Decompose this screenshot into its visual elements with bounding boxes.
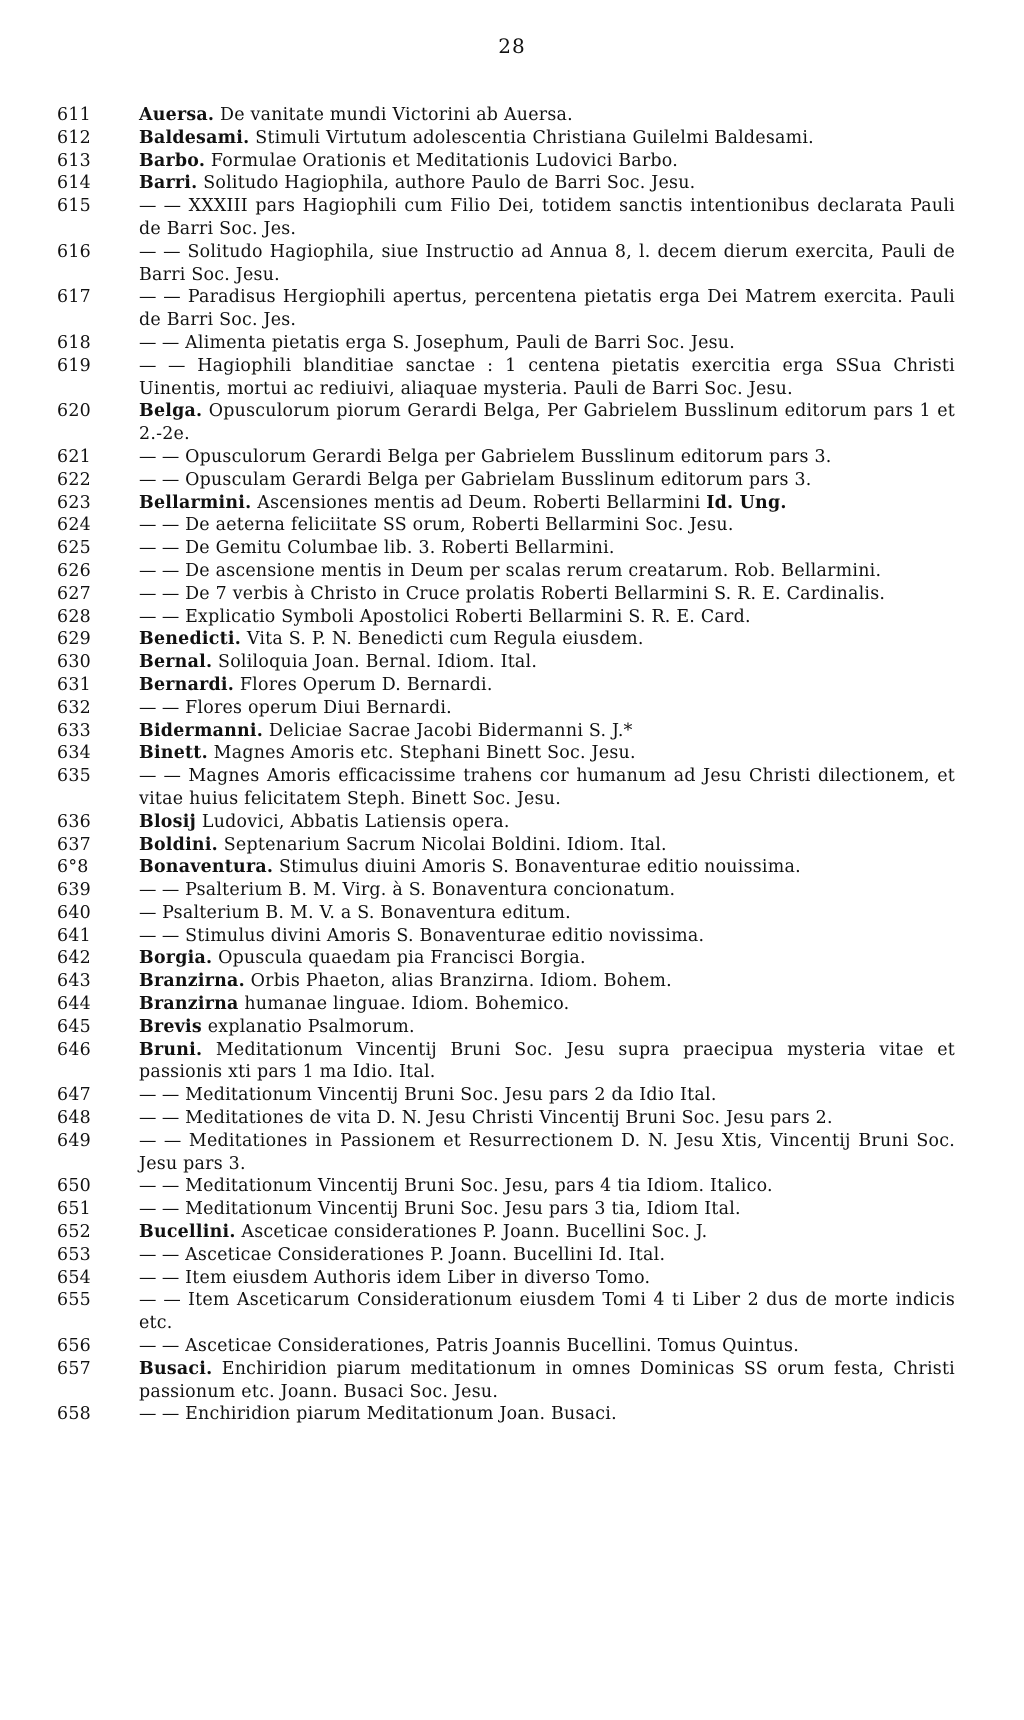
- entry-number: 619: [57, 355, 91, 376]
- catalog-entry: [57, 765, 955, 811]
- ditto-dash: — —: [139, 925, 180, 946]
- entry-author: Bruni.: [139, 1039, 203, 1060]
- entry-number: 635: [57, 766, 91, 787]
- entry-number: 641: [57, 925, 91, 946]
- entry-author: Baldesami.: [139, 127, 250, 148]
- ditto-dash: — —: [139, 606, 180, 627]
- entry-author: Bernal.: [139, 652, 213, 673]
- catalog-entry: [57, 674, 955, 697]
- ditto-dash: — —: [139, 469, 180, 490]
- catalog-entry: [57, 469, 955, 492]
- entry-title: Asceticae considerationes P. Joann. Bucellini Soc. J.: [241, 1222, 708, 1243]
- catalog-entry: [57, 127, 955, 150]
- entry-number: 626: [57, 560, 91, 581]
- entry-number: 654: [57, 1267, 91, 1288]
- entry-author: Boldini.: [139, 834, 218, 855]
- ditto-dash: — —: [139, 1267, 180, 1288]
- catalog-entry: [57, 1244, 955, 1267]
- ditto-dash: — —: [139, 446, 180, 467]
- catalog-entry: [57, 1084, 955, 1107]
- entry-author: Bidermanni.: [139, 720, 264, 741]
- ditto-dash: — —: [139, 1085, 180, 1106]
- entry-number: 614: [57, 173, 91, 194]
- entry-author: Busaci.: [139, 1358, 213, 1379]
- catalog-entry: [57, 514, 955, 537]
- catalog-entry: [57, 834, 955, 857]
- entry-title: Magnes Amoris efficacissime trahens cor humanum ad Jesu Christi dilectionem, et vitae huius felicitatem Steph. Binett Soc. Jesu.: [139, 766, 955, 809]
- ditto-dash: — —: [139, 560, 180, 581]
- catalog-entries: [0, 104, 1024, 1426]
- ditto-dash: — —: [139, 1336, 180, 1357]
- entry-number: 615: [57, 196, 91, 217]
- ditto-dash: — —: [139, 1244, 180, 1265]
- entry-number: 656: [57, 1336, 91, 1357]
- entry-title: Stimuli Virtutum adolescentia Christiana Guilelmi Baldesami.: [255, 127, 814, 148]
- entry-title: Stimulus divini Amoris S. Bonaventurae editio novissima.: [185, 925, 705, 946]
- entry-number: 622: [57, 469, 91, 490]
- entry-number: 625: [57, 538, 91, 559]
- catalog-entry: [57, 856, 955, 879]
- entry-title: Deliciae Sacrae Jacobi Bidermanni S. J.*: [268, 720, 633, 741]
- entry-title: Ascensiones mentis ad Deum. Roberti Bellarmini: [257, 492, 701, 513]
- entry-number: 649: [57, 1130, 91, 1151]
- entry-author: Auersa.: [139, 105, 215, 125]
- entry-title: Opusculorum piorum Gerardi Belga, Per Gabrielem Busslinum editorum pars 1 et 2.-2e.: [139, 401, 956, 445]
- entry-number: 651: [57, 1199, 91, 1220]
- entry-number: 611: [57, 105, 91, 125]
- entry-number: 646: [57, 1039, 91, 1060]
- entry-title: Stimulus diuini Amoris S. Bonaventurae editio nouissima.: [278, 857, 801, 878]
- catalog-entry: [57, 332, 955, 355]
- entry-number: 628: [57, 606, 91, 627]
- entry-title: Hagiophili blanditiae sanctae : 1 centena pietatis exercitia erga SSua Christi Uinentis, mortui ac rediuivi, aliaquae mysteria. Pauli de Barri Soc. Jesu.: [139, 355, 955, 399]
- ditto-dash: —: [139, 902, 157, 923]
- entry-author: Branzirna: [139, 994, 239, 1015]
- entry-number: 655: [57, 1290, 91, 1311]
- entry-author: Belga.: [139, 401, 203, 422]
- entry-number: 636: [57, 811, 91, 832]
- entry-number: 645: [57, 1016, 91, 1037]
- entry-number: 648: [57, 1108, 91, 1129]
- entry-title: Formulae Orationis et Meditationis Ludovici Barbo.: [210, 150, 678, 171]
- entry-language-note: Id. Ung.: [706, 492, 787, 513]
- catalog-entry: [57, 947, 955, 970]
- entry-title: Soliloquia Joan. Bernal. Idiom. Ital.: [218, 652, 538, 673]
- entry-title: Enchiridion piarum meditationum in omnes Dominicas SS orum festa, Christi passionum etc. Joann. Busaci Soc. Jesu.: [139, 1358, 955, 1402]
- entry-title: Solitudo Hagiophila, siue Instructio ad Annua 8, l. decem dierum exercita, Pauli de Barri Soc. Jesu.: [139, 241, 955, 285]
- entry-number: 620: [57, 401, 91, 422]
- ditto-dash: — —: [139, 1130, 182, 1151]
- catalog-entry: [57, 1016, 955, 1039]
- entry-number: 637: [57, 834, 91, 855]
- entry-number: 6°8: [57, 857, 89, 878]
- entry-title: Psalterium B. M. Virg. à S. Bonaventura concionatum.: [185, 880, 676, 901]
- catalog-entry: [57, 150, 955, 173]
- entry-title: Septenarium Sacrum Nicolai Boldini. Idiom. Ital.: [223, 834, 667, 855]
- entry-title: Asceticae Considerationes, Patris Joannis Bucellini. Tomus Quintus.: [185, 1336, 799, 1357]
- ditto-dash: — —: [139, 583, 180, 604]
- entry-title: humanae linguae. Idiom. Bohemico.: [244, 994, 570, 1015]
- entry-number: 617: [57, 287, 91, 308]
- entry-author: Bernardi.: [139, 674, 235, 695]
- entry-number: 627: [57, 583, 91, 604]
- catalog-entry: [57, 1267, 955, 1290]
- catalog-entry: [57, 1175, 955, 1198]
- entry-title: Psalterium B. M. V. a S. Bonaventura editum.: [162, 902, 571, 923]
- entry-title: Flores Operum D. Bernardi.: [239, 674, 493, 695]
- catalog-entry: [57, 355, 955, 401]
- catalog-entry: [57, 1130, 955, 1176]
- ditto-dash: — —: [139, 1176, 180, 1197]
- entry-title: De Gemitu Columbae lib. 3. Roberti Bellarmini.: [185, 538, 615, 559]
- catalog-entry: [57, 1358, 955, 1404]
- catalog-entry: [57, 560, 955, 583]
- catalog-entry: [57, 446, 955, 469]
- ditto-dash: — —: [139, 538, 180, 559]
- entry-title: Opusculam Gerardi Belga per Gabrielam Busslinum editorum pars 3.: [185, 469, 812, 490]
- entry-title: Orbis Phaeton, alias Branzirna. Idiom. Bohem.: [250, 971, 672, 992]
- entry-number: 653: [57, 1244, 91, 1265]
- catalog-entry: [57, 1107, 955, 1130]
- ditto-dash: — —: [139, 332, 180, 353]
- entry-title: Meditationes de vita D. N. Jesu Christi Vincentij Bruni Soc. Jesu pars 2.: [185, 1108, 833, 1129]
- ditto-dash: — —: [139, 880, 180, 901]
- entry-author: Branzirna.: [139, 971, 245, 992]
- catalog-entry: [57, 697, 955, 720]
- entry-number: 650: [57, 1176, 91, 1197]
- ditto-dash: — —: [139, 196, 182, 217]
- entry-title: Paradisus Hergiophili apertus, percentena pietatis erga Dei Matrem exercita. Pauli de Barri Soc. Jes.: [139, 287, 955, 331]
- catalog-entry: [57, 902, 955, 925]
- ditto-dash: — —: [139, 1290, 181, 1311]
- entry-number: 612: [57, 127, 91, 148]
- catalog-entry: [57, 1289, 956, 1335]
- ditto-dash: — —: [139, 241, 181, 262]
- entry-number: 631: [57, 674, 91, 695]
- entry-title: De ascensione mentis in Deum per scalas rerum creatarum. Rob. Bellarmini.: [185, 560, 882, 581]
- entry-title: Asceticae Considerationes P. Joann. Bucellini Id. Ital.: [185, 1244, 666, 1265]
- entry-author: Borgia.: [139, 948, 213, 969]
- ditto-dash: — —: [139, 1108, 180, 1129]
- entry-number: 658: [57, 1404, 91, 1425]
- entry-number: 633: [57, 720, 91, 741]
- entry-title: De 7 verbis à Christo in Cruce prolatis Roberti Bellarmini S. R. E. Cardinalis.: [185, 583, 886, 604]
- catalog-entry: [57, 651, 955, 674]
- entry-title: Vita S. P. N. Benedicti cum Regula eiusdem.: [246, 629, 644, 650]
- ditto-dash: — —: [139, 355, 186, 376]
- entry-title: Solitudo Hagiophila, authore Paulo de Barri Soc. Jesu.: [203, 173, 696, 194]
- entry-author: Bellarmini.: [139, 492, 252, 513]
- catalog-entry: [57, 1335, 955, 1358]
- entry-title: Item eiusdem Authoris idem Liber in diverso Tomo.: [185, 1267, 651, 1288]
- entry-number: 632: [57, 697, 91, 718]
- entry-number: 644: [57, 994, 91, 1015]
- catalog-entry: [57, 1198, 955, 1221]
- entry-author: Benedicti.: [139, 629, 242, 650]
- entry-title: Meditationes in Passionem et Resurrectionem D. N. Jesu Xtis, Vincentij Bruni Soc. Jesu pars 3.: [139, 1130, 955, 1174]
- catalog-entry: [57, 970, 955, 993]
- entry-number: 613: [57, 150, 91, 171]
- catalog-entry: [57, 492, 955, 515]
- catalog-entry: [57, 879, 955, 902]
- entry-author: Brevis: [139, 1016, 202, 1037]
- entry-title: De vanitate mundi Victorini ab Auersa.: [220, 105, 573, 125]
- entry-title: Meditationum Vincentij Bruni Soc. Jesu, pars 4 tia Idiom. Italico.: [185, 1176, 773, 1197]
- entry-title: XXXIII pars Hagiophili cum Filio Dei, totidem sanctis intentionibus declarata Pauli de Barri Soc. Jes.: [139, 196, 955, 239]
- catalog-entry: [57, 1221, 955, 1244]
- entry-number: 640: [57, 902, 91, 923]
- catalog-entry: [57, 742, 955, 765]
- entry-number: 643: [57, 971, 91, 992]
- catalog-entry: [57, 811, 955, 834]
- ditto-dash: — —: [139, 1199, 180, 1220]
- entry-number: 647: [57, 1085, 91, 1106]
- entry-title: Meditationum Vincentij Bruni Soc. Jesu supra praecipua mysteria vitae et passionis xti pars 1 ma Idio. Ital.: [139, 1039, 955, 1083]
- entry-number: 629: [57, 629, 91, 650]
- entry-title: Ludovici, Abbatis Latiensis opera.: [201, 811, 510, 832]
- entry-title: Opusculorum Gerardi Belga per Gabrielem Busslinum editorum pars 3.: [185, 446, 832, 467]
- ditto-dash: — —: [139, 287, 181, 308]
- entry-number: 621: [57, 446, 91, 467]
- entry-title: Magnes Amoris etc. Stephani Binett Soc. Jesu.: [213, 743, 636, 764]
- catalog-entry: [57, 172, 955, 195]
- catalog-entry: [57, 583, 955, 606]
- entry-title: Opuscula quaedam pia Francisci Borgia.: [218, 948, 586, 969]
- catalog-entry: [57, 537, 955, 560]
- entry-number: 624: [57, 515, 91, 536]
- entry-title: Explicatio Symboli Apostolici Roberti Bellarmini S. R. E. Card.: [185, 606, 751, 627]
- ditto-dash: — —: [139, 1404, 180, 1425]
- entry-author: Barri.: [139, 173, 198, 194]
- ditto-dash: — —: [139, 515, 180, 536]
- entry-number: 642: [57, 948, 91, 969]
- entry-title: Enchiridion piarum Meditationum Joan. Busaci.: [185, 1404, 617, 1425]
- page-number: 28: [498, 34, 526, 58]
- catalog-entry: [57, 195, 955, 241]
- entry-author: Binett.: [139, 743, 208, 764]
- catalog-entry: [57, 241, 955, 287]
- catalog-entry: [57, 606, 955, 629]
- catalog-entry: [57, 628, 955, 651]
- entry-author: Blosij: [139, 811, 197, 832]
- entry-number: 616: [57, 241, 91, 262]
- entry-number: 657: [57, 1358, 91, 1379]
- catalog-entry: [57, 104, 955, 127]
- catalog-entry: [57, 720, 955, 743]
- catalog-entry: [57, 1039, 955, 1085]
- entry-number: 634: [57, 743, 91, 764]
- ditto-dash: — —: [139, 697, 180, 718]
- catalog-entry: [57, 286, 955, 332]
- entry-number: 623: [57, 492, 91, 513]
- entry-author: Bonaventura.: [139, 857, 274, 878]
- entry-number: 630: [57, 652, 91, 673]
- catalog-entry: [57, 993, 955, 1016]
- entry-author: Barbo.: [139, 150, 206, 171]
- ditto-dash: — —: [139, 766, 181, 787]
- entry-title: Alimenta pietatis erga S. Josephum, Pauli de Barri Soc. Jesu.: [185, 332, 736, 353]
- catalog-entry: [57, 925, 955, 948]
- entry-title: Meditationum Vincentij Bruni Soc. Jesu pars 3 tia, Idiom Ital.: [185, 1199, 741, 1220]
- entry-number: 652: [57, 1222, 91, 1243]
- catalog-entry: [57, 400, 956, 446]
- entry-title: Meditationum Vincentij Bruni Soc. Jesu pars 2 da Idio Ital.: [185, 1085, 717, 1106]
- entry-number: 639: [57, 880, 91, 901]
- entry-title: Flores operum Diui Bernardi.: [185, 697, 452, 718]
- catalog-entry: [57, 1403, 955, 1426]
- entry-number: 618: [57, 332, 91, 353]
- entry-title: Item Asceticarum Considerationum eiusdem Tomi 4 ti Liber 2 dus de morte indicis etc.: [139, 1290, 956, 1334]
- entry-author: Bucellini.: [139, 1222, 236, 1243]
- entry-title: De aeterna feliciitate SS orum, Roberti Bellarmini Soc. Jesu.: [185, 515, 734, 536]
- entry-title: explanatio Psalmorum.: [207, 1016, 415, 1037]
